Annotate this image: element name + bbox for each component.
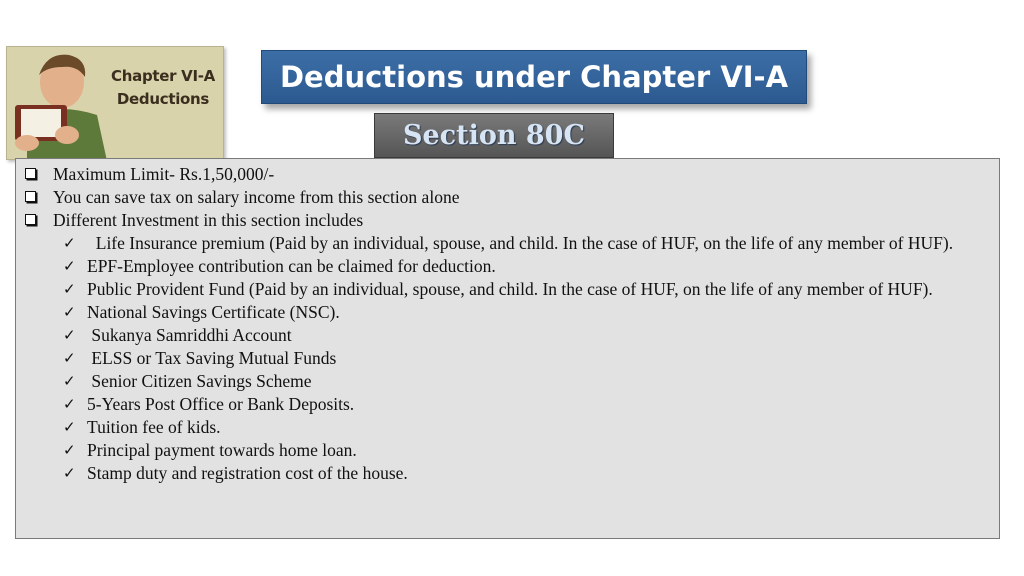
thumbnail-line-1: Chapter VI-A xyxy=(111,67,215,85)
content-panel xyxy=(15,158,1000,539)
sub-item-text: Life Insurance premium (Paid by an individual, spouse, and child. In the case of HUF, on the life of any member of HUF). xyxy=(87,233,954,253)
sub-list-item xyxy=(16,439,999,462)
sub-item-text: Sukanya Samriddhi Account xyxy=(87,325,292,345)
checkmark-icon: ✓ xyxy=(63,418,76,436)
sub-item-text: ELSS or Tax Saving Mutual Funds xyxy=(87,348,337,368)
checkbox-bullet-icon xyxy=(25,191,36,202)
checkmark-icon: ✓ xyxy=(63,372,76,390)
sub-list-item xyxy=(16,370,999,393)
checkmark-icon: ✓ xyxy=(63,464,76,482)
checkbox-bullet-icon xyxy=(25,168,36,179)
sub-list-item xyxy=(16,324,999,347)
sub-list-item xyxy=(16,347,999,370)
sub-item-text: EPF-Employee contribution can be claimed for deduction. xyxy=(87,256,496,276)
checkmark-icon: ✓ xyxy=(63,303,76,321)
chapter-thumbnail xyxy=(6,46,224,160)
bullet-list xyxy=(16,163,999,485)
sub-item-text: Public Provident Fund (Paid by an individual, spouse, and child. In the case of HUF, on the life of any member of HUF). xyxy=(87,279,933,299)
checkmark-icon: ✓ xyxy=(63,395,76,413)
sub-item-text: Principal payment towards home loan. xyxy=(87,440,357,460)
checkmark-icon: ✓ xyxy=(63,326,76,344)
sub-list-item xyxy=(16,462,999,485)
sub-item-text: National Savings Certificate (NSC). xyxy=(87,302,340,322)
checkmark-icon: ✓ xyxy=(63,257,76,275)
list-item xyxy=(16,186,999,209)
checkbox-bullet-icon xyxy=(25,214,36,225)
list-item-text: Maximum Limit- Rs.1,50,000/- xyxy=(53,164,275,184)
thumbnail-line-2: Deductions xyxy=(116,90,210,108)
sub-list-item xyxy=(16,393,999,416)
sub-list-item xyxy=(16,255,999,278)
section-heading: Section 80C xyxy=(374,113,614,158)
sub-list-item xyxy=(16,301,999,324)
list-item xyxy=(16,209,999,232)
checkmark-icon: ✓ xyxy=(63,441,76,459)
checkmark-icon: ✓ xyxy=(63,349,76,367)
sub-item-text: Tuition fee of kids. xyxy=(87,417,221,437)
sub-list-item xyxy=(16,416,999,439)
sub-item-text: 5-Years Post Office or Bank Deposits. xyxy=(87,394,355,414)
sub-list-item xyxy=(16,232,999,255)
thumbnail-caption xyxy=(107,65,219,111)
sub-item-text: Senior Citizen Savings Scheme xyxy=(87,371,312,391)
list-item xyxy=(16,163,999,186)
list-item-text: You can save tax on salary income from this section alone xyxy=(53,187,460,207)
list-item-text: Different Investment in this section includes xyxy=(53,210,364,230)
slide-title: Deductions under Chapter VI-A xyxy=(261,50,807,104)
checkmark-icon: ✓ xyxy=(63,280,76,298)
sub-item-text: Stamp duty and registration cost of the house. xyxy=(87,463,408,483)
checkmark-icon: ✓ xyxy=(63,234,76,252)
sub-list-item xyxy=(16,278,999,301)
